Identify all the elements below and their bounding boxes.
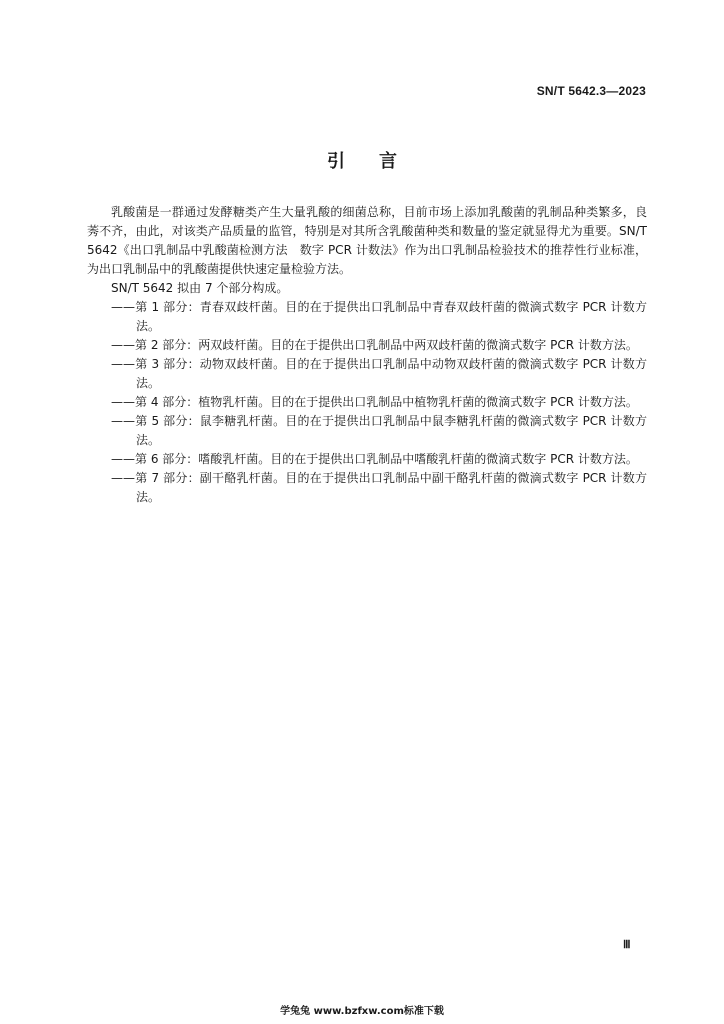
list-item-part-6: ——第 6 部分：嗜酸乳杆菌。目的在于提供出口乳制品中嗜酸乳杆菌的微滴式数字 PCR 计数方法。 — [111, 452, 638, 466]
list-item-part-5: ——第 5 部分：鼠李糖乳杆菌。目的在于提供出口乳制品中鼠李糖乳杆菌的微滴式数字 PCR 计数方法。 — [111, 414, 647, 447]
structure-paragraph: SN/T 5642 拟由 7 个部分构成。 — [111, 281, 289, 295]
list-item-part-4: ——第 4 部分：植物乳杆菌。目的在于提供出口乳制品中植物乳杆菌的微滴式数字 PCR 计数方法。 — [111, 395, 638, 409]
intro-paragraph: 乳酸菌是一群通过发酵糖类产生大量乳酸的细菌总称，目前市场上添加乳酸菌的乳制品种类繁多，良莠不齐，由此，对该类产品质量的监管，特别是对其所含乳酸菌种类和数量的鉴定就显得尤为重要。SN/T 5642《出口乳制品中乳酸菌检测方法 数字 PCR 计数法》作为出口乳制品检验技术的推荐性行业标准，为出口乳制品中的乳酸菌提供快速定量检验方法。 — [87, 205, 647, 276]
document-code: SN/T 5642.3—2023 — [536, 84, 646, 98]
footer-watermark: 学兔兔 www.bzfxw.com标准下载 — [280, 1006, 444, 1017]
list-item-part-1: ——第 1 部分：青春双歧杆菌。目的在于提供出口乳制品中青春双歧杆菌的微滴式数字 PCR 计数方法。 — [111, 300, 647, 333]
list-item-part-3: ——第 3 部分：动物双歧杆菌。目的在于提供出口乳制品中动物双歧杆菌的微滴式数字 PCR 计数方法。 — [111, 357, 647, 390]
page-title: 引言 — [327, 151, 431, 172]
document-body — [87, 203, 647, 507]
list-item-part-2: ——第 2 部分：两双歧杆菌。目的在于提供出口乳制品中两双歧杆菌的微滴式数字 PCR 计数方法。 — [111, 338, 638, 352]
list-item-part-7: ——第 7 部分：副干酪乳杆菌。目的在于提供出口乳制品中副干酪乳杆菌的微滴式数字 PCR 计数方法。 — [111, 471, 647, 504]
page-number: Ⅲ — [623, 939, 631, 951]
